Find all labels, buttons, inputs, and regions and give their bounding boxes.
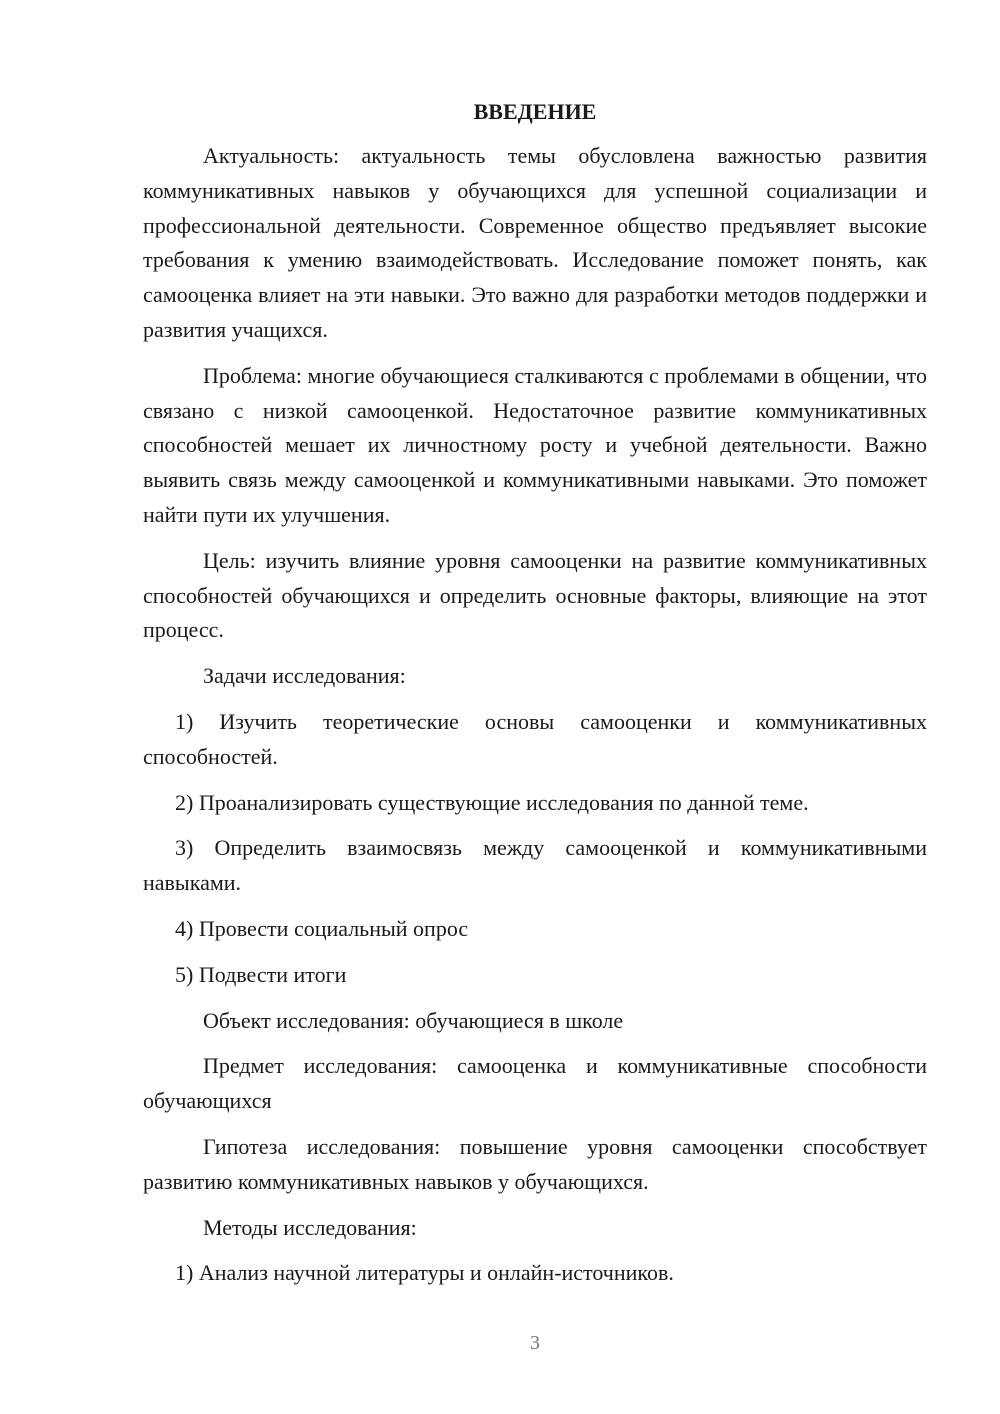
page-number: 3 — [530, 1332, 540, 1354]
page-title: ВВЕДЕНИЕ — [473, 99, 597, 124]
list-item-method-1: 1) Анализ научной литературы и онлайн-источников. — [175, 1260, 674, 1286]
paragraph-relevance: Актуальность: актуальность темы обусловлена важностью развития коммуникативных навыков у обучающихся для успешной социализации и профессиональной деятельности. Современное общество предъявляет высокие требования к умению взаимодействовать. Исследование поможет понять, как самооценка влияет на эти навыки. Это важно для разработки методов поддержки и развития учащихся. — [143, 143, 927, 342]
list-item-task-5: 5) Подвести итоги — [175, 961, 347, 987]
list-item-task-1: 1) Изучить теоретические основы самооценки и коммуникативных способностей. — [143, 708, 927, 769]
paragraph-methods-heading: Методы исследования: — [203, 1214, 417, 1240]
paragraph-hypothesis: Гипотеза исследования: повышение уровня самооценки способствует развитию коммуникативных навыков у обучающихся. — [143, 1133, 927, 1194]
paragraph-tasks-heading: Задачи исследования: — [203, 663, 406, 689]
list-item-task-3: 3) Определить взаимосвязь между самооценкой и коммуникативными навыками. — [143, 835, 927, 896]
paragraph-object: Объект исследования: обучающиеся в школе — [203, 1007, 624, 1033]
paragraph-subject: Предмет исследования: самооценка и коммуникативные способности обучающихся — [143, 1053, 927, 1114]
list-item-task-4: 4) Провести социальный опрос — [175, 915, 469, 941]
page-content — [143, 95, 927, 1302]
list-item-task-2: 2) Проанализировать существующие исследования по данной теме. — [175, 789, 809, 815]
paragraph-goal: Цель: изучить влияние уровня самооценки на развитие коммуникативных способностей обучающихся и определить основные факторы, влияющие на этот процесс. — [143, 547, 927, 643]
paragraph-problem: Проблема: многие обучающиеся сталкиваются с проблемами в общении, что связано с низкой самооценкой. Недостаточное развитие коммуникативных способностей мешает их личностному росту и учебной деятельности. Важно выявить связь между самооценкой и коммуникативными навыками. Это поможет найти пути их улучшения. — [143, 362, 927, 527]
